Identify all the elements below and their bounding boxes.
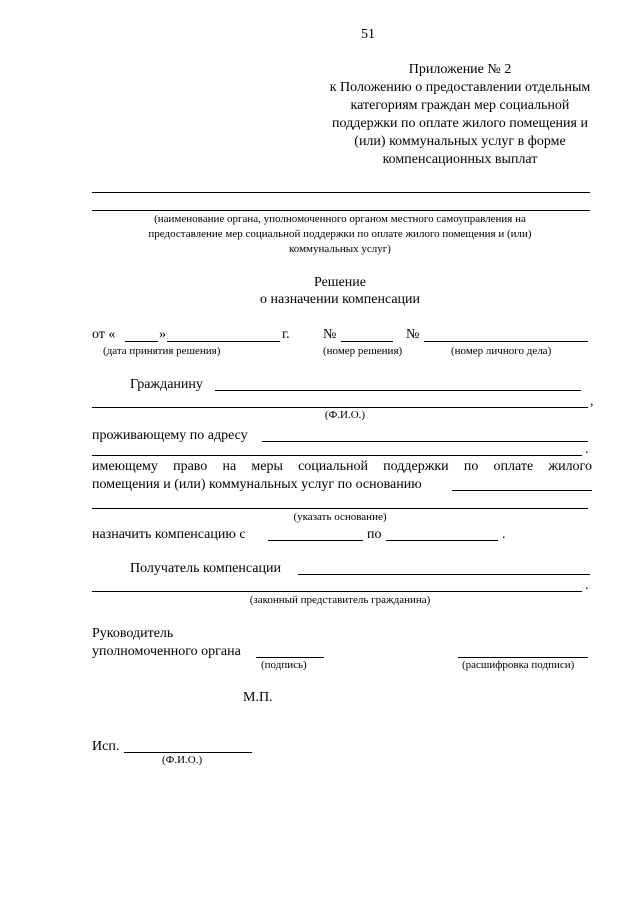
- basis-caption: (указать основание): [293, 511, 387, 523]
- address-field-2[interactable]: [92, 441, 582, 456]
- assign-period: .: [502, 527, 506, 542]
- citizen-comma: ,: [590, 394, 594, 409]
- entitled-word: право: [173, 459, 208, 474]
- authority-name-line[interactable]: [92, 192, 590, 193]
- appendix-line: компенсационных выплат: [382, 152, 538, 167]
- entitled-word: имеющему: [92, 459, 158, 474]
- appendix-line: (или) коммунальных услуг в форме: [354, 134, 566, 149]
- citizen-label: Гражданину: [130, 377, 203, 392]
- recipient-label: Получатель компенсации: [130, 561, 281, 576]
- recipient-field-2[interactable]: [92, 577, 582, 592]
- recipient-field[interactable]: [298, 560, 590, 575]
- end-date-field[interactable]: [386, 526, 498, 541]
- date-month-year-field[interactable]: [167, 327, 280, 342]
- fio-caption: (Ф.И.О.): [324, 409, 366, 421]
- signature-field[interactable]: [256, 643, 324, 658]
- case-number-sign: №: [406, 327, 420, 342]
- recipient-caption: (законный представитель гражданина): [249, 594, 431, 606]
- case-number-caption: (номер личного дела): [451, 345, 552, 357]
- date-day-field[interactable]: [125, 327, 158, 342]
- authority-caption: (наименование органа, уполномоченного органом местного самоуправления на: [154, 213, 526, 225]
- transcript-caption: (расшифровка подписи): [462, 659, 575, 671]
- address-field[interactable]: [262, 427, 588, 442]
- decision-number-field[interactable]: [341, 327, 393, 342]
- recipient-period: .: [585, 578, 589, 593]
- entitled-word: социальной: [298, 459, 368, 474]
- date-caption: (дата принятия решения): [103, 345, 221, 357]
- executor-label: Исп.: [92, 739, 120, 754]
- assign-to-label: по: [367, 527, 382, 542]
- appendix-line: к Положению о предоставлении отдельным: [329, 80, 591, 95]
- start-date-field[interactable]: [268, 526, 363, 541]
- signature-caption: (подпись): [261, 659, 307, 671]
- basis-field[interactable]: [452, 476, 592, 491]
- head-line-2: уполномоченного органа: [92, 644, 241, 659]
- executor-caption: (Ф.И.О.): [162, 754, 203, 766]
- decision-title: Решение: [313, 275, 366, 290]
- year-suffix: г.: [282, 327, 290, 342]
- decision-number-sign: №: [323, 327, 337, 342]
- authority-caption: предоставление мер социальной поддержки по оплате жилого помещения и (или): [148, 228, 532, 240]
- citizen-name-field[interactable]: [215, 376, 581, 391]
- entitled-line-2: помещения и (или) коммунальных услуг по основанию: [92, 477, 422, 492]
- entitled-word: по: [463, 459, 479, 474]
- signature-transcript-field[interactable]: [458, 643, 588, 658]
- entitled-word: жилого: [548, 459, 592, 474]
- entitled-word: на: [222, 459, 237, 474]
- appendix-line: категориям граждан мер социальной: [350, 98, 570, 113]
- page-number: 51: [361, 27, 375, 42]
- entitled-word: меры: [251, 459, 283, 474]
- entitled-word: оплате: [493, 459, 534, 474]
- basis-field-2[interactable]: [92, 494, 588, 509]
- address-label: проживающему по адресу: [92, 428, 248, 443]
- citizen-name-field-2[interactable]: [92, 393, 588, 408]
- appendix-title: Приложение № 2: [408, 62, 512, 77]
- date-prefix: от «: [92, 327, 116, 342]
- decision-subtitle: о назначении компенсации: [259, 292, 421, 307]
- appendix-line: поддержки по оплате жилого помещения и: [332, 116, 588, 131]
- address-period: .: [585, 442, 589, 457]
- date-quote-close: »: [159, 327, 166, 342]
- case-number-field[interactable]: [424, 327, 588, 342]
- authority-name-line-2[interactable]: [92, 210, 590, 211]
- entitled-word: поддержки: [383, 459, 449, 474]
- executor-field[interactable]: [124, 738, 252, 753]
- authority-caption: коммунальных услуг): [289, 243, 391, 255]
- entitled-line-1: [92, 460, 592, 474]
- decision-number-caption: (номер решения): [323, 345, 403, 357]
- head-line-1: Руководитель: [92, 626, 174, 641]
- assign-label: назначить компенсацию с: [92, 527, 246, 542]
- stamp-place: М.П.: [243, 690, 273, 705]
